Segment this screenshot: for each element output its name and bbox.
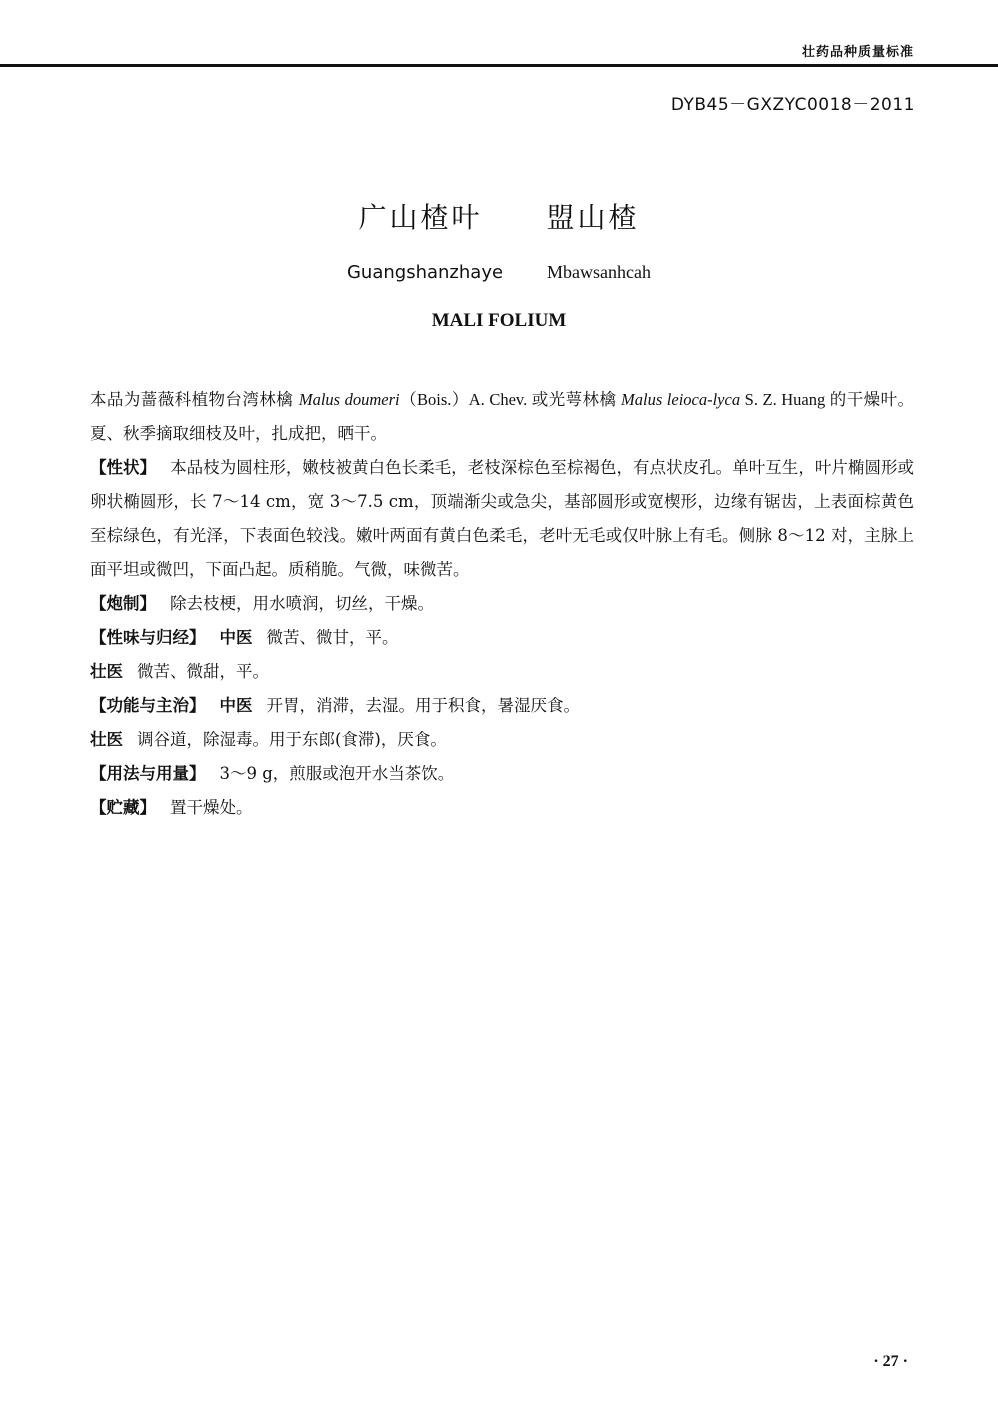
section-label: 【性味与归经】 <box>90 628 206 647</box>
tcm-label: 中医 <box>219 628 253 647</box>
zhuang-label: 壮医 <box>90 662 123 681</box>
section-label: 【贮藏】 <box>90 798 156 817</box>
intro-text-2: （Bois.）A. Chev. 或光萼林檎 <box>399 390 621 409</box>
section-processing <box>90 587 914 621</box>
section-nature <box>90 621 914 655</box>
tcm-label: 中医 <box>219 696 253 715</box>
intro-text-3: S. Z. Huang 的干燥叶。夏、秋季摘取细枝及叶，扎成把，晒干。 <box>90 390 915 443</box>
section-text: 开胃，消滞，去湿。用于积食，暑湿厌食。 <box>266 696 580 715</box>
section-description <box>90 451 914 587</box>
running-head: 壮药品种质量标准 <box>801 45 914 60</box>
section-text: 除去枝梗，用水喷润，切丝，干燥。 <box>170 594 434 613</box>
species-name-1: Malus doumeri <box>298 390 400 409</box>
section-text: 3～9 g，煎服或泡开水当茶饮。 <box>219 764 455 783</box>
section-text: 本品枝为圆柱形，嫩枝被黄白色长柔毛，老枝深棕色至棕褐色，有点状皮孔。单叶互生，叶片椭圆形或卵状椭圆形，长 7～14 cm，宽 3～7.5 cm，顶端渐尖或急尖，基部圆形或宽楔形，边缘有锯齿，上表面棕黄色至棕绿色，有光泽，下表面色较浅。嫩叶两面有黄白色柔毛，老叶无毛或仅叶脉上有毛。侧脉 8～12 对，主脉上面平坦或微凹，下面凸起。质稍脆。气微，味微苦。 <box>90 458 915 579</box>
zhuang-label: 壮医 <box>90 730 123 749</box>
section-label: 【功能与主治】 <box>90 696 206 715</box>
section-text: 微苦、微甘，平。 <box>266 628 399 647</box>
monograph-body <box>90 383 914 825</box>
page-number: · 27 · <box>873 1353 908 1370</box>
species-name-2: Malus leioca-lyca <box>620 390 741 409</box>
section-label: 【用法与用量】 <box>90 764 206 783</box>
document-code: DYB45－GXZYC0018－2011 <box>670 95 915 115</box>
section-function-zhuang <box>90 723 914 757</box>
page-title <box>0 196 998 236</box>
title-pinyin-line <box>0 262 998 283</box>
section-label: 【性状】 <box>90 458 157 477</box>
section-text: 调谷道，除湿毒。用于东郎(食滞)，厌食。 <box>137 730 447 749</box>
section-storage <box>90 791 914 825</box>
header-rule <box>0 64 998 67</box>
title-pinyin: Guangshanzhaye <box>346 262 504 283</box>
section-nature-zhuang <box>90 655 914 689</box>
title-zhuang-name: 盟山楂 <box>546 201 640 234</box>
section-label: 【炮制】 <box>90 594 156 613</box>
title-zhuang-pinyin: Mbawsanhcah <box>547 262 652 282</box>
title-chinese-name: 广山楂叶 <box>358 201 483 234</box>
section-text: 微苦、微甜，平。 <box>137 662 269 681</box>
section-text: 置干燥处。 <box>170 798 253 817</box>
section-usage <box>90 757 914 791</box>
intro-paragraph <box>90 383 914 451</box>
section-function <box>90 689 914 723</box>
title-latin: MALI FOLIUM <box>431 310 567 331</box>
intro-text-1: 本品为蔷薇科植物台湾林檎 <box>90 390 299 409</box>
